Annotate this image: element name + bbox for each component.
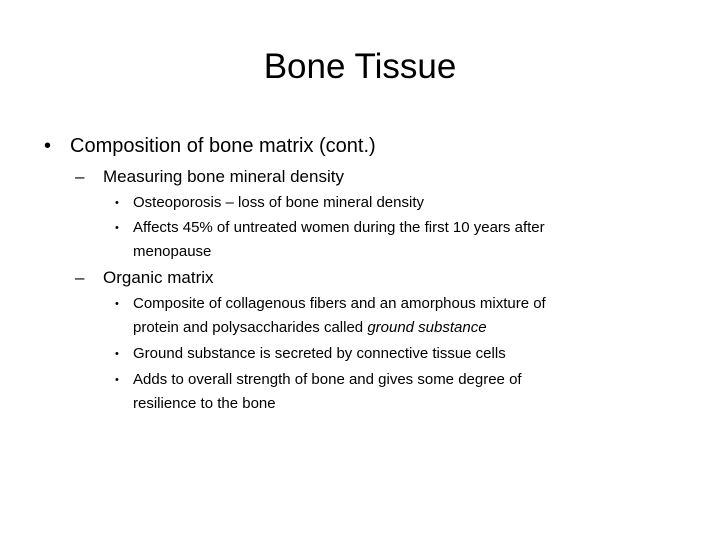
subheading-text: Measuring bone mineral density: [103, 167, 344, 186]
dash-mark: –: [75, 167, 85, 186]
text-line: Osteoporosis – loss of bone mineral density: [133, 194, 424, 211]
bullet-mark: •: [115, 298, 119, 310]
list-item-text: [133, 191, 655, 215]
bullet-mark: •: [44, 135, 52, 157]
bullet-mark: •: [115, 222, 119, 234]
text-line: [133, 316, 655, 340]
list-item-strength: [115, 368, 655, 416]
text-line: menopause: [133, 243, 212, 260]
list-item-text: [133, 292, 655, 340]
text-run: protein and polysaccharides called: [133, 319, 368, 336]
text-line: resilience to the bone: [133, 395, 276, 412]
italic-term: ground substance: [367, 319, 487, 336]
bullet-mark: •: [115, 374, 119, 386]
list-item-text: [133, 216, 655, 264]
list-item-composite: [115, 292, 655, 340]
slide-title: Bone Tissue: [263, 47, 457, 86]
list-item-osteoporosis: [115, 191, 655, 215]
text-line: Ground substance is secreted by connective tissue cells: [133, 345, 506, 362]
list-item-text: [133, 368, 655, 416]
text-line: Affects 45% of untreated women during the first 10 years after: [133, 219, 545, 236]
list-item-ground-substance: [115, 342, 655, 366]
bullet-mark: •: [115, 348, 119, 360]
list-item-affects: [115, 216, 655, 264]
text-line: Adds to overall strength of bone and gives some degree of: [133, 371, 522, 388]
text-line: Composite of collagenous fibers and an amorphous mixture of: [133, 295, 546, 312]
bullet-mark: •: [115, 197, 119, 209]
dash-mark: –: [75, 268, 85, 287]
subheading-text: Organic matrix: [103, 268, 214, 287]
bullet-text: Composition of bone matrix (cont.): [70, 135, 376, 157]
list-item-text: [133, 342, 655, 366]
